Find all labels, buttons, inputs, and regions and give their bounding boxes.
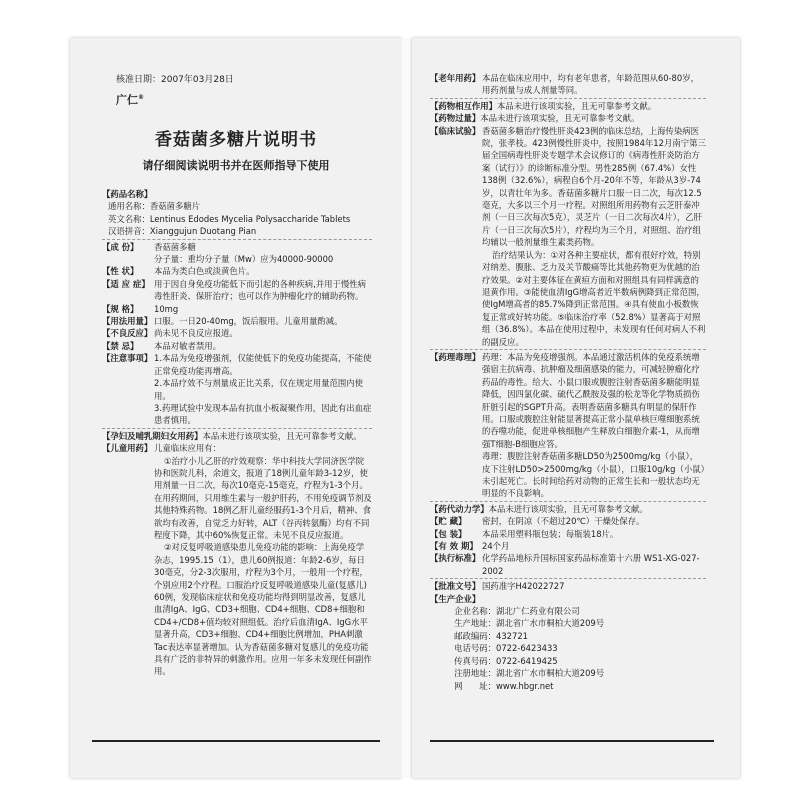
manufacturer-row	[430, 667, 706, 679]
manufacturer-row	[430, 655, 706, 667]
section-text: 化学药品地标升国标国家药品标准第十六册 WS1-XG-027-2002	[482, 553, 700, 576]
row-key: 注册地址：	[454, 668, 496, 679]
section-package	[430, 528, 706, 540]
row-value: www.hbgr.net	[496, 680, 554, 691]
row-key: 网 址：	[454, 680, 496, 691]
section-label: 【成 份】	[102, 241, 139, 252]
section-label: 【执行标准】	[430, 553, 481, 564]
section-dosage	[102, 315, 372, 327]
section-label: 【性 状】	[102, 266, 139, 277]
toxicology-paragraph: 毒理：腹腔注射香菇菌多糖LD50为2500mg/kg（小鼠），皮下注射LD50>2500mg/kg（小鼠），口服10g/kg（小鼠）未引起死亡。长时间给药对动物的正常生长和一般状态均无明显的不良影响。	[482, 451, 705, 499]
section-pharmacokinetics	[430, 503, 706, 515]
section-composition	[102, 241, 372, 266]
section-indications	[102, 278, 372, 303]
section-label: 【药物相互作用】	[430, 100, 497, 111]
clinical-paragraph: 治疗结果认为：①对各种主要症状，都有很好疗效，特别对纳差、腹胀、乏力及关节酸痛等比其他药物更为优越的治疗效果。②对主要体征在黄疸方面和对照组具有同样满意的退黄作用。③能使血清IgG增高者近半数病例降到正常范围，使IgM增高者的85.7%降到正常范围。④具有使血小板数恢复正常或好转功能。⑤临床治疗率（52.8%）显著高于对照组（36.8%）。本品在使用过程中，未发现有任何对病人不利的副反应。	[482, 249, 706, 347]
section-pregnancy	[102, 430, 372, 442]
section-label: 【药品名称】	[102, 189, 153, 199]
section-label: 【用法用量】	[102, 316, 153, 327]
section-text: 本品未进行该项实验，且无可靠参考文献。	[497, 100, 657, 111]
section-text: 密封，在阴凉（不超过20℃）干燥处保存。	[482, 516, 645, 527]
divider	[430, 501, 706, 502]
section-validity	[430, 540, 706, 552]
document-title: 香菇菌多糖片说明书	[155, 130, 317, 150]
section-text: 本品未进行该项实验，且无可靠参考文献。	[488, 503, 648, 514]
manufacturer-row	[430, 630, 706, 642]
document-subtitle: 请仔细阅读说明书并在医师指导下使用	[142, 159, 330, 172]
section-label: 【规 格】	[102, 303, 139, 314]
row-value: 湖北省广水市桐柏大道209号	[496, 618, 605, 629]
left-leaflet-page	[70, 38, 402, 778]
section-label: 【不良反应】	[102, 328, 153, 339]
section-text: 本品对敏者禁用。	[154, 340, 221, 351]
row-value: 0722-6423433	[496, 643, 558, 654]
section-label: 【儿童用药】	[102, 443, 153, 454]
section-label: 【贮 藏】	[430, 516, 467, 527]
manufacturer-row	[430, 605, 706, 617]
section-label: 【生产企业】	[430, 593, 481, 604]
row-key: 电话号码：	[454, 643, 496, 654]
section-label: 【禁 忌】	[102, 340, 139, 351]
manufacturer-row	[430, 617, 706, 629]
pediatric-intro: 儿童临床应用有：	[154, 443, 221, 454]
section-label: 【包 装】	[430, 528, 467, 539]
section-properties	[102, 265, 372, 277]
section-label: 【孕妇及哺乳期妇女用药】	[102, 430, 203, 441]
row-value: 湖北广仁药业有限公司	[496, 606, 580, 617]
section-spec	[102, 303, 372, 315]
brand-name: 广仁	[116, 93, 138, 107]
section-overdose	[430, 112, 706, 124]
section-storage	[430, 515, 706, 527]
registered-mark: ®	[138, 94, 144, 101]
section-label: 【批准文号】	[430, 581, 481, 592]
bottom-rule	[430, 740, 714, 742]
section-label: 【临床试验】	[430, 125, 481, 136]
section-interactions	[430, 100, 706, 112]
left-content	[102, 188, 372, 678]
pediatric-study-1: ①治疗小儿乙肝的疗效观察：华中科技大学同济医学院协和医院儿科，余道文，报道了18例儿童年龄3-12岁，使用剂量一日二次，每次10毫克-15毫克，疗程为1-3个月。在用药期间，只用维生素与一般护肝药，不用免疫调节剂及其他特殊药物。18例乙肝儿童经服药1-3个月后，精神、食欲均有改善，自觉乏力好转，ALT（谷丙转氨酶）均有不同程度下降，其中60%恢复正常。未见不良反应报道。	[154, 455, 372, 540]
divider	[430, 349, 706, 350]
section-adverse	[102, 327, 372, 339]
section-text: 本品在临床应用中，均有老年患者，年龄范围从60-80岁，用药剂量与成人剂量等同。	[482, 73, 699, 96]
bottom-rule	[92, 740, 380, 742]
caution-item: 2.本品疗效不与剂量成正比关系，仅在规定用量范围内使用。	[154, 378, 363, 401]
divider	[430, 98, 706, 99]
row-key: 企业名称：	[454, 606, 496, 617]
row-value: 0722-6419425	[496, 655, 558, 666]
right-content	[430, 72, 706, 692]
section-label: 【药物过量】	[430, 113, 481, 124]
pediatric-study-2: ②对反复呼吸道感染患儿免疫功能的影响：上海免疫学杂志，1995.15（1），患儿60例报道：年龄2-6岁，每日30毫克，分2-3次服用，疗程为3个月，一般用一个疗程，个别应用2个疗程。口服治疗反复呼吸道感染儿童(复感儿) 60例，发现临床症状和免疫功能均得到明显改善，复感儿血清IgA、IgG、CD3+细胞、CD4+细胞、CD8+细胞和CD4+/CD8+值均较对照组低。治疗后血清IgA、IgG水平显著升高，CD3+细胞、CD4+细胞比例增加，PHA刺激Tac表达率显著增加。认为香菇菌多糖对复感儿的免疫功能具有广泛的非特异的刺激作用。应用一年多未发现任何副作用。	[154, 542, 372, 677]
section-text: 本品为类白色或淡黄色片。	[154, 266, 255, 277]
row-key: 传真号码：	[454, 655, 496, 666]
section-drug-name	[102, 188, 372, 238]
section-clinical	[430, 125, 706, 348]
section-text: 口服。一日20-40mg，饭后服用。儿童用量酌减。	[154, 316, 343, 327]
caution-item: 3.药理试验中发现本品有抗血小板凝聚作用，因此有出血症患者慎用。	[154, 402, 372, 426]
section-contraindications	[102, 340, 372, 352]
row-key: 邮政编码：	[454, 630, 496, 641]
section-text: 本品未进行该项实验，且无可靠参考文献。	[480, 113, 640, 124]
row-key: 生产地址：	[454, 618, 496, 629]
section-elderly	[430, 72, 706, 97]
section-approval-number	[430, 580, 706, 592]
brand-logo	[116, 92, 144, 107]
common-name: 通用名称：香菇菌多糖片	[108, 201, 201, 212]
right-leaflet-page	[412, 38, 740, 778]
section-label: 【有 效 期】	[430, 541, 478, 552]
section-text: 10mg	[154, 303, 179, 314]
section-standard	[430, 552, 706, 577]
section-pharmacology	[430, 351, 706, 500]
section-text: 国药准字H42022727	[482, 581, 565, 592]
manufacturer-row	[430, 642, 706, 654]
section-text: 用于因自身免疫功能低下而引起的各种疾病,并用于慢性病毒性肝炎、保肝治疗；也可以作为肿瘤化疗的辅助药物。	[154, 278, 367, 302]
caution-item: 1.本品为免疫增强剂，仅能使低下的免疫功能提高，不能使正常免疫功能再增高。	[154, 353, 372, 376]
section-text: 本品采用塑料瓶包装；每瓶装18片。	[482, 528, 619, 539]
composition-line: 香菇菌多糖	[154, 241, 196, 252]
section-pediatric	[102, 442, 372, 678]
section-text: 尚未见不良反应报道。	[154, 328, 238, 339]
divider	[430, 578, 706, 579]
section-label: 【药理毒理】	[430, 351, 481, 362]
composition-line: 分子量：重均分子量（Mw）应为40000-90000	[154, 254, 334, 265]
section-label: 【适 应 症】	[102, 278, 150, 289]
divider	[102, 428, 372, 429]
section-label: 【注意事项】	[102, 353, 153, 364]
manufacturer-row	[430, 680, 706, 692]
row-value: 湖北省广水市桐柏大道209号	[496, 668, 605, 679]
clinical-paragraph: 香菇菌多糖治疗慢性肝炎423例的临床总结，上海传染病医院，张孝枝。423例慢性肝炎中，按照1984年12月南宁第三届全国病毒性肝炎专题学术会议修订的《病毒性肝炎防治方案（试行）》的诊断标准分型。男性285例（67.4%）女性138例（32.6%），病程自6个月-20年不等，年龄从3岁-74岁，以青壮年为多。香菇菌多糖片口服一日二次，每次12.5毫克，大多以三个月一疗程。对照组所用药物有云芝肝泰冲剂（一日三次每次5克），灵芝片（一日二次每次4片），乙肝片（一日三次每次5片），疗程均为三个月，对照组、治疗组均辅以一般剂量维生素类药物。	[482, 125, 706, 248]
section-text: 本品未进行该项实验，且无可靠参考文献。	[202, 430, 362, 441]
section-text: 24个月	[482, 541, 510, 552]
fold-gap	[402, 38, 412, 778]
english-name: 英文名称：Lentinus Edodes Mycelia Polysaccharide Tablets	[108, 213, 351, 224]
section-cautions	[102, 352, 372, 426]
section-label: 【药代动力学】	[430, 503, 489, 514]
row-value: 432721	[496, 630, 528, 641]
approval-date: 核准日期：2007年03月28日	[116, 75, 234, 85]
divider	[102, 239, 372, 240]
pinyin-name: 汉语拼音：Xianggujun Duotang Pian	[108, 226, 257, 237]
pharmacology-paragraph: 药理：本品为免疫增强剂。本品通过激活机体的免疫系统增强宿主抗病毒、抗肿瘤及细菌感染的能力，可减轻肿瘤化疗药品的毒性。给大、小鼠口服或腹腔注射香菇菌多糖能明显降低，因四氯化碳、硫代乙酰胺及强的松龙等化学物质损伤肝脏引起的SGPT升高。表明香菇菌多糖具有明显的保肝作用。口服或腹腔注射能显著提高正常小鼠单核巨噬细胞系统的吞噬功能，促进单核细胞产生释放白细胞介素-1，从而增强T细胞-B细胞应答。	[482, 351, 700, 449]
section-manufacturer	[430, 593, 706, 692]
section-label: 【老年用药】	[430, 73, 481, 83]
